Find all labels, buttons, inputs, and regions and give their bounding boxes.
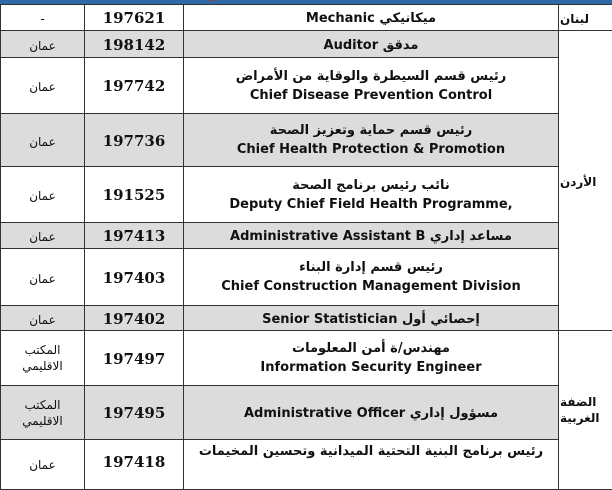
- table-row: [1, 223, 612, 249]
- job-title: [184, 67, 558, 105]
- job-id: 197736: [103, 132, 166, 150]
- table-row: [1, 306, 612, 331]
- job-id-cell: [85, 58, 184, 114]
- location-cell: [1, 331, 85, 386]
- table-row: [1, 114, 612, 167]
- location-cell: [1, 440, 85, 490]
- table-row: [1, 249, 612, 306]
- job-title: [230, 229, 512, 244]
- job-title-cell: [184, 114, 559, 167]
- job-id: 197495: [103, 404, 166, 422]
- location-text: عمان: [29, 230, 56, 244]
- job-id-cell: [85, 440, 184, 490]
- job-id: 197413: [103, 227, 166, 245]
- job-title: [184, 258, 558, 296]
- location-cell: [1, 5, 85, 31]
- job-title-en: Administrative Officer: [244, 406, 405, 421]
- job-title-ar: مسؤول إداري: [410, 406, 498, 421]
- location-cell: [1, 58, 85, 114]
- table-row: [1, 58, 612, 114]
- job-id: 191525: [103, 186, 166, 204]
- location-text: عمان: [29, 313, 56, 327]
- job-title-cell: [184, 58, 559, 114]
- job-title: [244, 406, 498, 421]
- job-title: [184, 121, 558, 159]
- job-title-en: Administrative Assistant B: [230, 229, 425, 244]
- job-title-cell: [184, 167, 559, 223]
- job-id: 197403: [103, 269, 166, 287]
- location-text: عمان: [29, 272, 56, 286]
- job-title: [324, 38, 419, 53]
- job-title-ar: نائب رئيس برنامج الصحة: [184, 176, 558, 195]
- location-cell: [1, 31, 85, 58]
- location-text: عمان: [29, 39, 56, 53]
- table-row: [1, 331, 612, 386]
- job-title-ar: رئيس قسم حماية وتعزيز الصحة: [184, 121, 558, 140]
- job-title-en: Senior Statistician: [262, 312, 397, 327]
- location-text: عمان: [29, 80, 56, 94]
- country-label: الأردن: [560, 175, 596, 189]
- job-title: [262, 312, 480, 327]
- table-row: [1, 31, 612, 58]
- location-cell: [1, 386, 85, 440]
- job-title-cell: [184, 249, 559, 306]
- country-label: الغربية: [560, 410, 612, 426]
- location-text: المكتب: [1, 397, 84, 413]
- job-title-cell: [184, 223, 559, 249]
- job-title-cell: [184, 306, 559, 331]
- job-title-en: Deputy Chief Field Health Programme,: [184, 195, 558, 214]
- table-row: [1, 386, 612, 440]
- job-title: [184, 176, 558, 214]
- job-title-en: Chief Construction Management Division: [184, 277, 558, 296]
- table-row: [1, 5, 612, 31]
- job-id-cell: [85, 31, 184, 58]
- job-id: 197418: [103, 453, 166, 471]
- job-title-en: Mechanic: [306, 11, 375, 26]
- job-title-ar: مدقق: [383, 38, 419, 53]
- job-title-ar: إحصائي أول: [402, 312, 480, 327]
- table-row: [1, 440, 612, 490]
- job-title-cell: [184, 440, 559, 490]
- job-id-cell: [85, 386, 184, 440]
- location-text: الاقليمي: [1, 413, 84, 429]
- job-title-cell: [184, 5, 559, 31]
- job-title-ar: رئيس قسم إدارة البناء: [184, 258, 558, 277]
- table-row: [1, 167, 612, 223]
- location-text: عمان: [29, 458, 56, 472]
- location-text: -: [40, 12, 44, 26]
- job-id-cell: [85, 114, 184, 167]
- job-title-ar: مهندس/ة أمن المعلومات: [184, 339, 558, 358]
- job-title-ar: مساعد إداري: [430, 229, 512, 244]
- location-cell: [1, 114, 85, 167]
- job-title-cell: [184, 31, 559, 58]
- job-title-ar: رئيس قسم السيطرة والوقاية من الأمراض: [184, 67, 558, 86]
- job-id: 198142: [103, 36, 166, 54]
- job-id: 197497: [103, 350, 166, 368]
- location-text: الاقليمي: [1, 358, 84, 374]
- job-title: [306, 11, 436, 26]
- job-id: 197621: [103, 9, 166, 27]
- job-title-cell: [184, 331, 559, 386]
- job-id: 197402: [103, 310, 166, 328]
- job-id-cell: [85, 5, 184, 31]
- country-label: لبنان: [560, 12, 589, 26]
- job-title: [184, 339, 558, 377]
- location-cell: [1, 249, 85, 306]
- location-text: عمان: [29, 189, 56, 203]
- job-title-en: Chief Disease Prevention Control: [184, 86, 558, 105]
- job-title-ar: ميكانيكي: [379, 11, 436, 26]
- country-label: الضفة: [560, 394, 612, 410]
- location-cell: [1, 306, 85, 331]
- job-id-cell: [85, 167, 184, 223]
- job-title-en: Auditor: [324, 38, 379, 53]
- job-id-cell: [85, 331, 184, 386]
- country-cell-jordan: [559, 31, 612, 331]
- country-cell-westbank: [559, 331, 612, 490]
- job-title-cell: [184, 386, 559, 440]
- location-text: عمان: [29, 135, 56, 149]
- country-cell-lebanon: [559, 5, 612, 31]
- job-title-en: Chief Health Protection & Promotion: [184, 140, 558, 159]
- job-id-cell: [85, 306, 184, 331]
- location-cell: [1, 167, 85, 223]
- job-id: 197742: [103, 77, 166, 95]
- location-cell: [1, 223, 85, 249]
- job-title-ar: رئيس برنامج البنية التحتية الميدانية وتحسين المخيمات: [184, 442, 558, 461]
- location-text: المكتب: [1, 342, 84, 358]
- job-id-cell: [85, 223, 184, 249]
- job-title: [184, 442, 558, 461]
- job-id-cell: [85, 249, 184, 306]
- job-title-en: Information Security Engineer: [260, 360, 481, 375]
- job-vacancies-table: [0, 4, 612, 490]
